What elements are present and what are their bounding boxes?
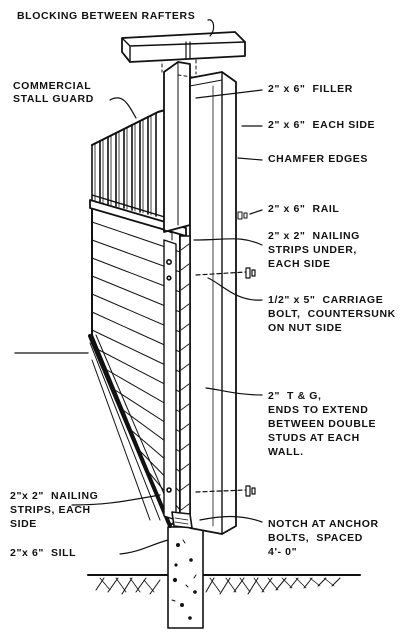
label-nailing-top-line3: EACH SIDE	[268, 258, 331, 270]
label-blocking: BLOCKING BETWEEN RAFTERS	[17, 10, 196, 22]
label-nailing-top-line1: 2" x 2" NAILING	[268, 230, 360, 242]
section-core	[180, 236, 190, 520]
sill	[172, 512, 192, 528]
label-bolt-line3: ON NUT SIDE	[268, 322, 343, 334]
label-tg-line2: ENDS TO EXTEND	[268, 404, 369, 416]
label-filler: 2" x 6" FILLER	[268, 83, 353, 95]
concrete-footing	[168, 527, 203, 628]
ground	[88, 575, 360, 594]
nailing-strips	[164, 240, 176, 520]
label-bolt-line1: 1/2" x 5" CARRIAGE	[268, 294, 384, 306]
label-notch-line3: 4'- 0"	[268, 546, 298, 558]
label-sill: 2"x 6" SILL	[10, 547, 77, 559]
label-each-side: 2" x 6" EACH SIDE	[268, 119, 376, 131]
label-nailing-bottom-line1: 2"x 2" NAILING	[10, 490, 99, 502]
double-stud	[190, 72, 236, 534]
label-stall-guard-line1: COMMERCIAL	[13, 80, 92, 92]
label-bolt-line2: BOLT, COUNTERSUNK	[268, 308, 396, 320]
label-tg-line3: BETWEEN DOUBLE	[268, 418, 377, 430]
label-notch-line2: BOLTS, SPACED	[268, 532, 363, 544]
label-notch-line1: NOTCH AT ANCHOR	[268, 518, 379, 530]
label-tg-line4: STUDS AT EACH	[268, 432, 360, 444]
label-tg-line5: WALL.	[268, 446, 304, 458]
label-nailing-bottom-line3: SIDE	[10, 518, 37, 530]
label-rail: 2" x 6" RAIL	[268, 203, 340, 215]
label-nailing-top-line2: STRIPS UNDER,	[268, 244, 357, 256]
blocking-block	[122, 32, 245, 62]
label-stall-guard-line2: STALL GUARD	[13, 93, 94, 105]
filler-post	[160, 62, 190, 240]
label-nailing-bottom-line2: STRIPS, EACH	[10, 504, 91, 516]
stall-guard	[92, 108, 172, 218]
label-tg-line1: 2" T & G,	[268, 390, 322, 402]
label-chamfer: CHAMFER EDGES	[268, 153, 368, 165]
